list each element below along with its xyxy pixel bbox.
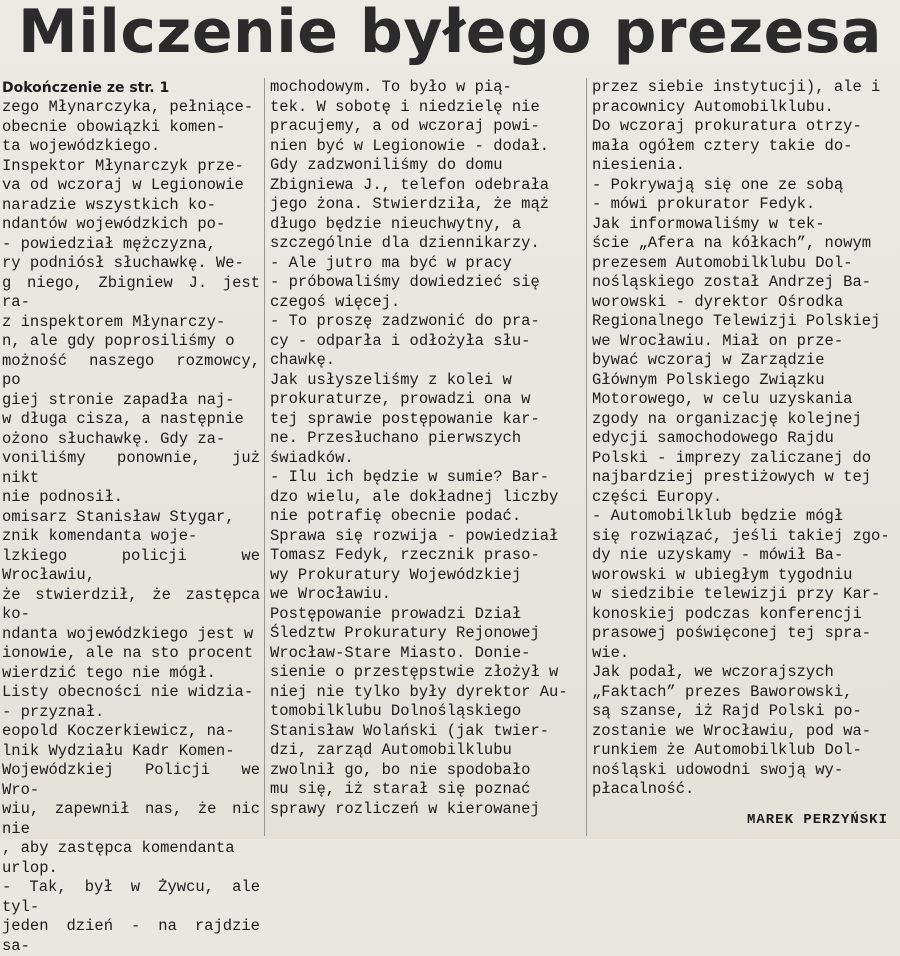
- text-column-1: [2, 78, 260, 955]
- column-1-text: zego Młynarczyka, pełniące- obecnie obowiązki komen- ta wojewódzkiego. Inspektor Młynarczyk prze- va od wczoraj w Legionowie naradzie wszystkich ko- ndantów wojewódzkich po- - powiedział mężczyzna, ry podniósł słuchawkę. We- g niego, Zbigniew J. jest ra- z inspektorem Młynarczy- n, ale gdy poprosiliśmy o możność naszego rozmowcy, po giej stronie zapadła naj- w długa cisza, a następnie ożono słuchawkę. Gdy za- voniliśmy ponownie, już nikt nie podnosił. omisarz Stanisław Stygar, znik komendanta woje- lzkiego policji we Wrocławiu, że stwierdził, że zastępca ko- ndanta wojewódzkiego jest w ionowie, ale na sto procent wierdzić tego nie mógł. Listy obecności nie widzia- - przyznał. eopold Koczerkiewicz, na- lnik Wydziału Kadr Komen- Wojewódzkiej Policji we Wro- wiu, zapewnił nas, że nic nie , aby zastępca komendanta urlop. - Tak, był w Żywcu, ale tyl- jeden dzień - na rajdzie sa-: [2, 98, 260, 955]
- continuation-note: Dokończenie ze str. 1: [2, 80, 170, 96]
- column-divider: [586, 78, 587, 836]
- headline: Milczenie byłego prezesa: [18, 0, 883, 67]
- text-column-3: [592, 78, 894, 836]
- author-byline: MAREK PERZYŃSKI: [746, 812, 888, 828]
- text-column-2: [270, 78, 580, 836]
- column-divider: [264, 78, 265, 836]
- column-2-text: mochodowym. To było w pią- tek. W sobotę i niedzielę nie pracujemy, a od wczoraj powi- nien być w Legionowie - dodał. Gdy zadzwoniliśmy do domu Zbigniewa J., telefon odebrała jego żona. Stwierdziła, że mąż długo będzie nieuchwytny, a szczególnie dla dziennikarzy. - Ale jutro ma być w pracy - próbowaliśmy dowiedzieć się czegoś więcej. - To proszę zadzwonić do pra- cy - odparła i odłożyła słu- chawkę. Jak usłyszeliśmy z kolei w prokuraturze, prowadzi ona w tej sprawie postępowanie kar- ne. Przesłuchano pierwszych świadków. - Ilu ich będzie w sumie? Bar- dzo wielu, ale dokładnej liczby nie potrafię obecnie podać. Sprawa się rozwija - powiedział Tomasz Fedyk, rzecznik praso- wy Prokuratury Wojewódzkiej we Wrocławiu. Postępowanie prowadzi Dział Śledztw Prokuratury Rejonowej Wrocław-Stare Miasto. Donie- sienie o przestępstwie złożył w niej nie tylko były dyrektor Au- tomobilklubu Dolnośląskiego Stanisław Wolański (jak twier- dzi, zarząd Automobilklubu zwolnił go, bo nie spodobało mu się, iż starał się poznać sprawy rozliczeń w kierowanej: [270, 78, 568, 818]
- column-3-text: przez siebie instytucji), ale i pracownicy Automobilklubu. Do wczoraj prokuratura otrzy- mała ogółem cztery takie do- niesienia. - Pokrywają się one ze sobą - mówi prokurator Fedyk. Jak informowaliśmy w tek- ście „Afera na kółkach”, nowym prezesem Automobilklubu Dol- nośląskiego został Andrzej Ba- worowski - dyrektor Ośrodka Regionalnego Telewizji Polskiej we Wrocławiu. Miał on prze- bywać wczoraj w Zarządzie Głównym Polskiego Związku Motorowego, w celu uzyskania zgody na organizację kolejnej edycji samochodowego Rajdu Polski - imprezy zaliczanej do najbardziej prestiżowych w tej części Europy. - Automobilklub będzie mógł się rozwiązać, jeśli takiej zgo- dy nie uzyskamy - mówił Ba- worowski w ubiegłym tygodniu w siedzibie telewizji przy Kar- konoskiej podczas konferencji prasowej poświęconej tej spra- wie. Jak podał, we wczorajszych „Faktach” prezes Baworowski, są szanse, iż Rajd Polski po- zostanie we Wrocławiu, pod wa- runkiem że Automobilklub Dol- nośląski udowodni swoją wy- płacalność.: [592, 78, 890, 798]
